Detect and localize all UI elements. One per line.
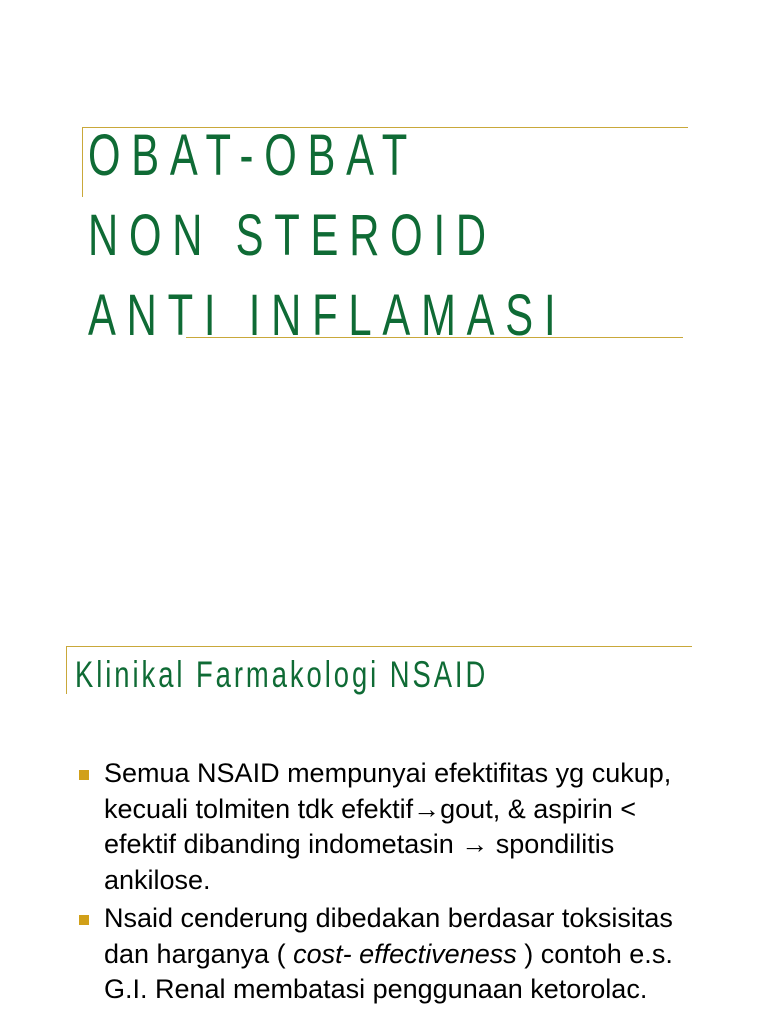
title-line-3: ANTI INFLAMASI <box>88 283 567 348</box>
slide2-title: Klinikal Farmakologi NSAID <box>75 654 489 695</box>
bullet-text-after: ) contoh e.s. G.I. Renal membatasi penggunaan ketorolac. <box>104 938 673 1004</box>
square-bullet-icon <box>79 915 89 925</box>
bullet-text: Semua NSAID mempunyai efektifitas yg cukup, kecuali tolmiten tdk efektif→gout, & aspirin < efektif dibanding indometasin → spondilitis ankilose. <box>104 758 672 895</box>
slide2-top-rule <box>66 646 692 647</box>
bullet-text-before: Nsaid cenderung dibedakan berdasar toksisitas dan harganya ( <box>104 903 673 969</box>
list-item <box>76 901 696 1008</box>
square-bullet-icon <box>79 770 89 780</box>
title-line-2: NON STEROID <box>88 203 497 268</box>
list-item <box>76 756 696 898</box>
title-left-rule <box>82 127 83 197</box>
slide2-left-rule <box>66 646 67 694</box>
bullet-text-italic: cost- effectiveness <box>293 938 517 969</box>
bullet-list <box>76 756 696 1011</box>
title-line-1: OBAT-OBAT <box>88 123 419 188</box>
